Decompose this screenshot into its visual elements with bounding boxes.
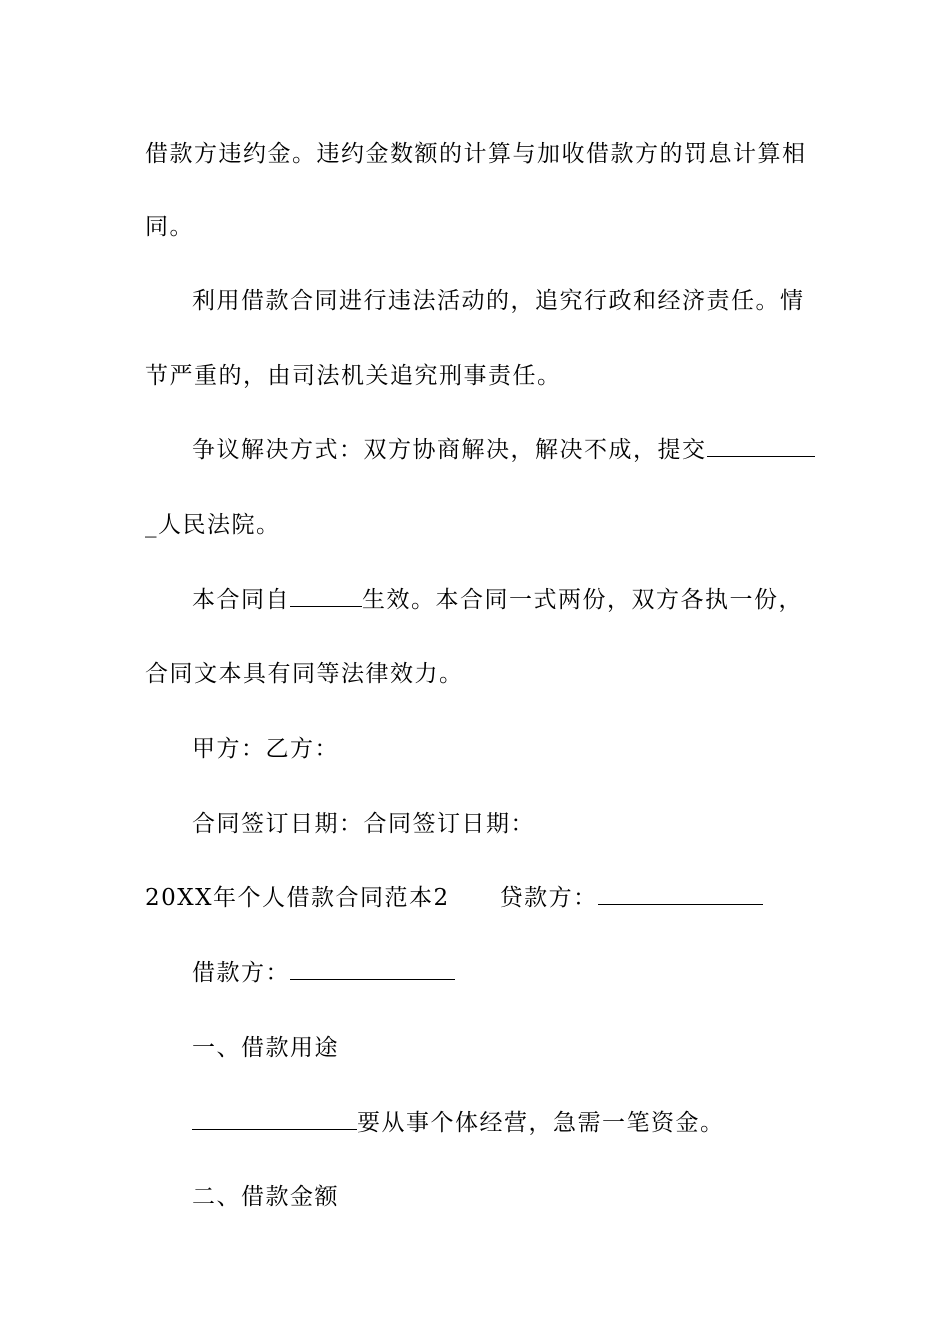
text: 争议解决方式：双方协商解决，解决不成，提交 (192, 437, 707, 463)
paragraph-line (192, 1108, 725, 1138)
effective-date-blank (290, 586, 362, 607)
title-line (145, 883, 763, 913)
text: _人民法院。 (145, 512, 281, 538)
section-title: 20XX年个人借款合同范本2 (145, 885, 450, 911)
paragraph-line (145, 510, 281, 540)
text: 合同文本具有同等法律效力。 (145, 661, 464, 687)
text: 同。 (145, 214, 194, 240)
text: 利用借款合同进行违法活动的，追究行政和经济责任。情 (192, 288, 805, 314)
paragraph-line (145, 659, 464, 689)
date-line (192, 809, 535, 839)
purpose-blank (192, 1109, 357, 1130)
borrower-blank (290, 959, 455, 980)
text: 二、借款金额 (192, 1184, 339, 1210)
lender-label: 贷款方： (499, 885, 598, 911)
text: 一、借款用途 (192, 1035, 339, 1061)
signature-line (192, 734, 339, 764)
borrower-label: 借款方： (192, 960, 290, 986)
paragraph-line (145, 361, 562, 391)
paragraph-line (145, 212, 194, 242)
section-heading (192, 1033, 339, 1063)
paragraph-line (192, 286, 805, 316)
lender-blank (598, 884, 763, 905)
paragraph-line (145, 139, 807, 169)
paragraph-line (192, 435, 815, 465)
court-name-blank (707, 436, 815, 457)
paragraph-line (192, 585, 803, 615)
text: 本合同自 (192, 587, 290, 613)
text: 合同签订日期：合同签订日期： (192, 811, 535, 837)
section-heading (192, 1182, 339, 1212)
text: 要从事个体经营，急需一笔资金。 (357, 1110, 725, 1136)
text: 借款方违约金。违约金数额的计算与加收借款方的罚息计算相 (145, 141, 807, 167)
text: 甲方：乙方： (192, 736, 339, 762)
text: 生效。本合同一式两份，双方各执一份， (362, 587, 803, 613)
text: 节严重的，由司法机关追究刑事责任。 (145, 363, 562, 389)
paragraph-line (192, 958, 455, 988)
